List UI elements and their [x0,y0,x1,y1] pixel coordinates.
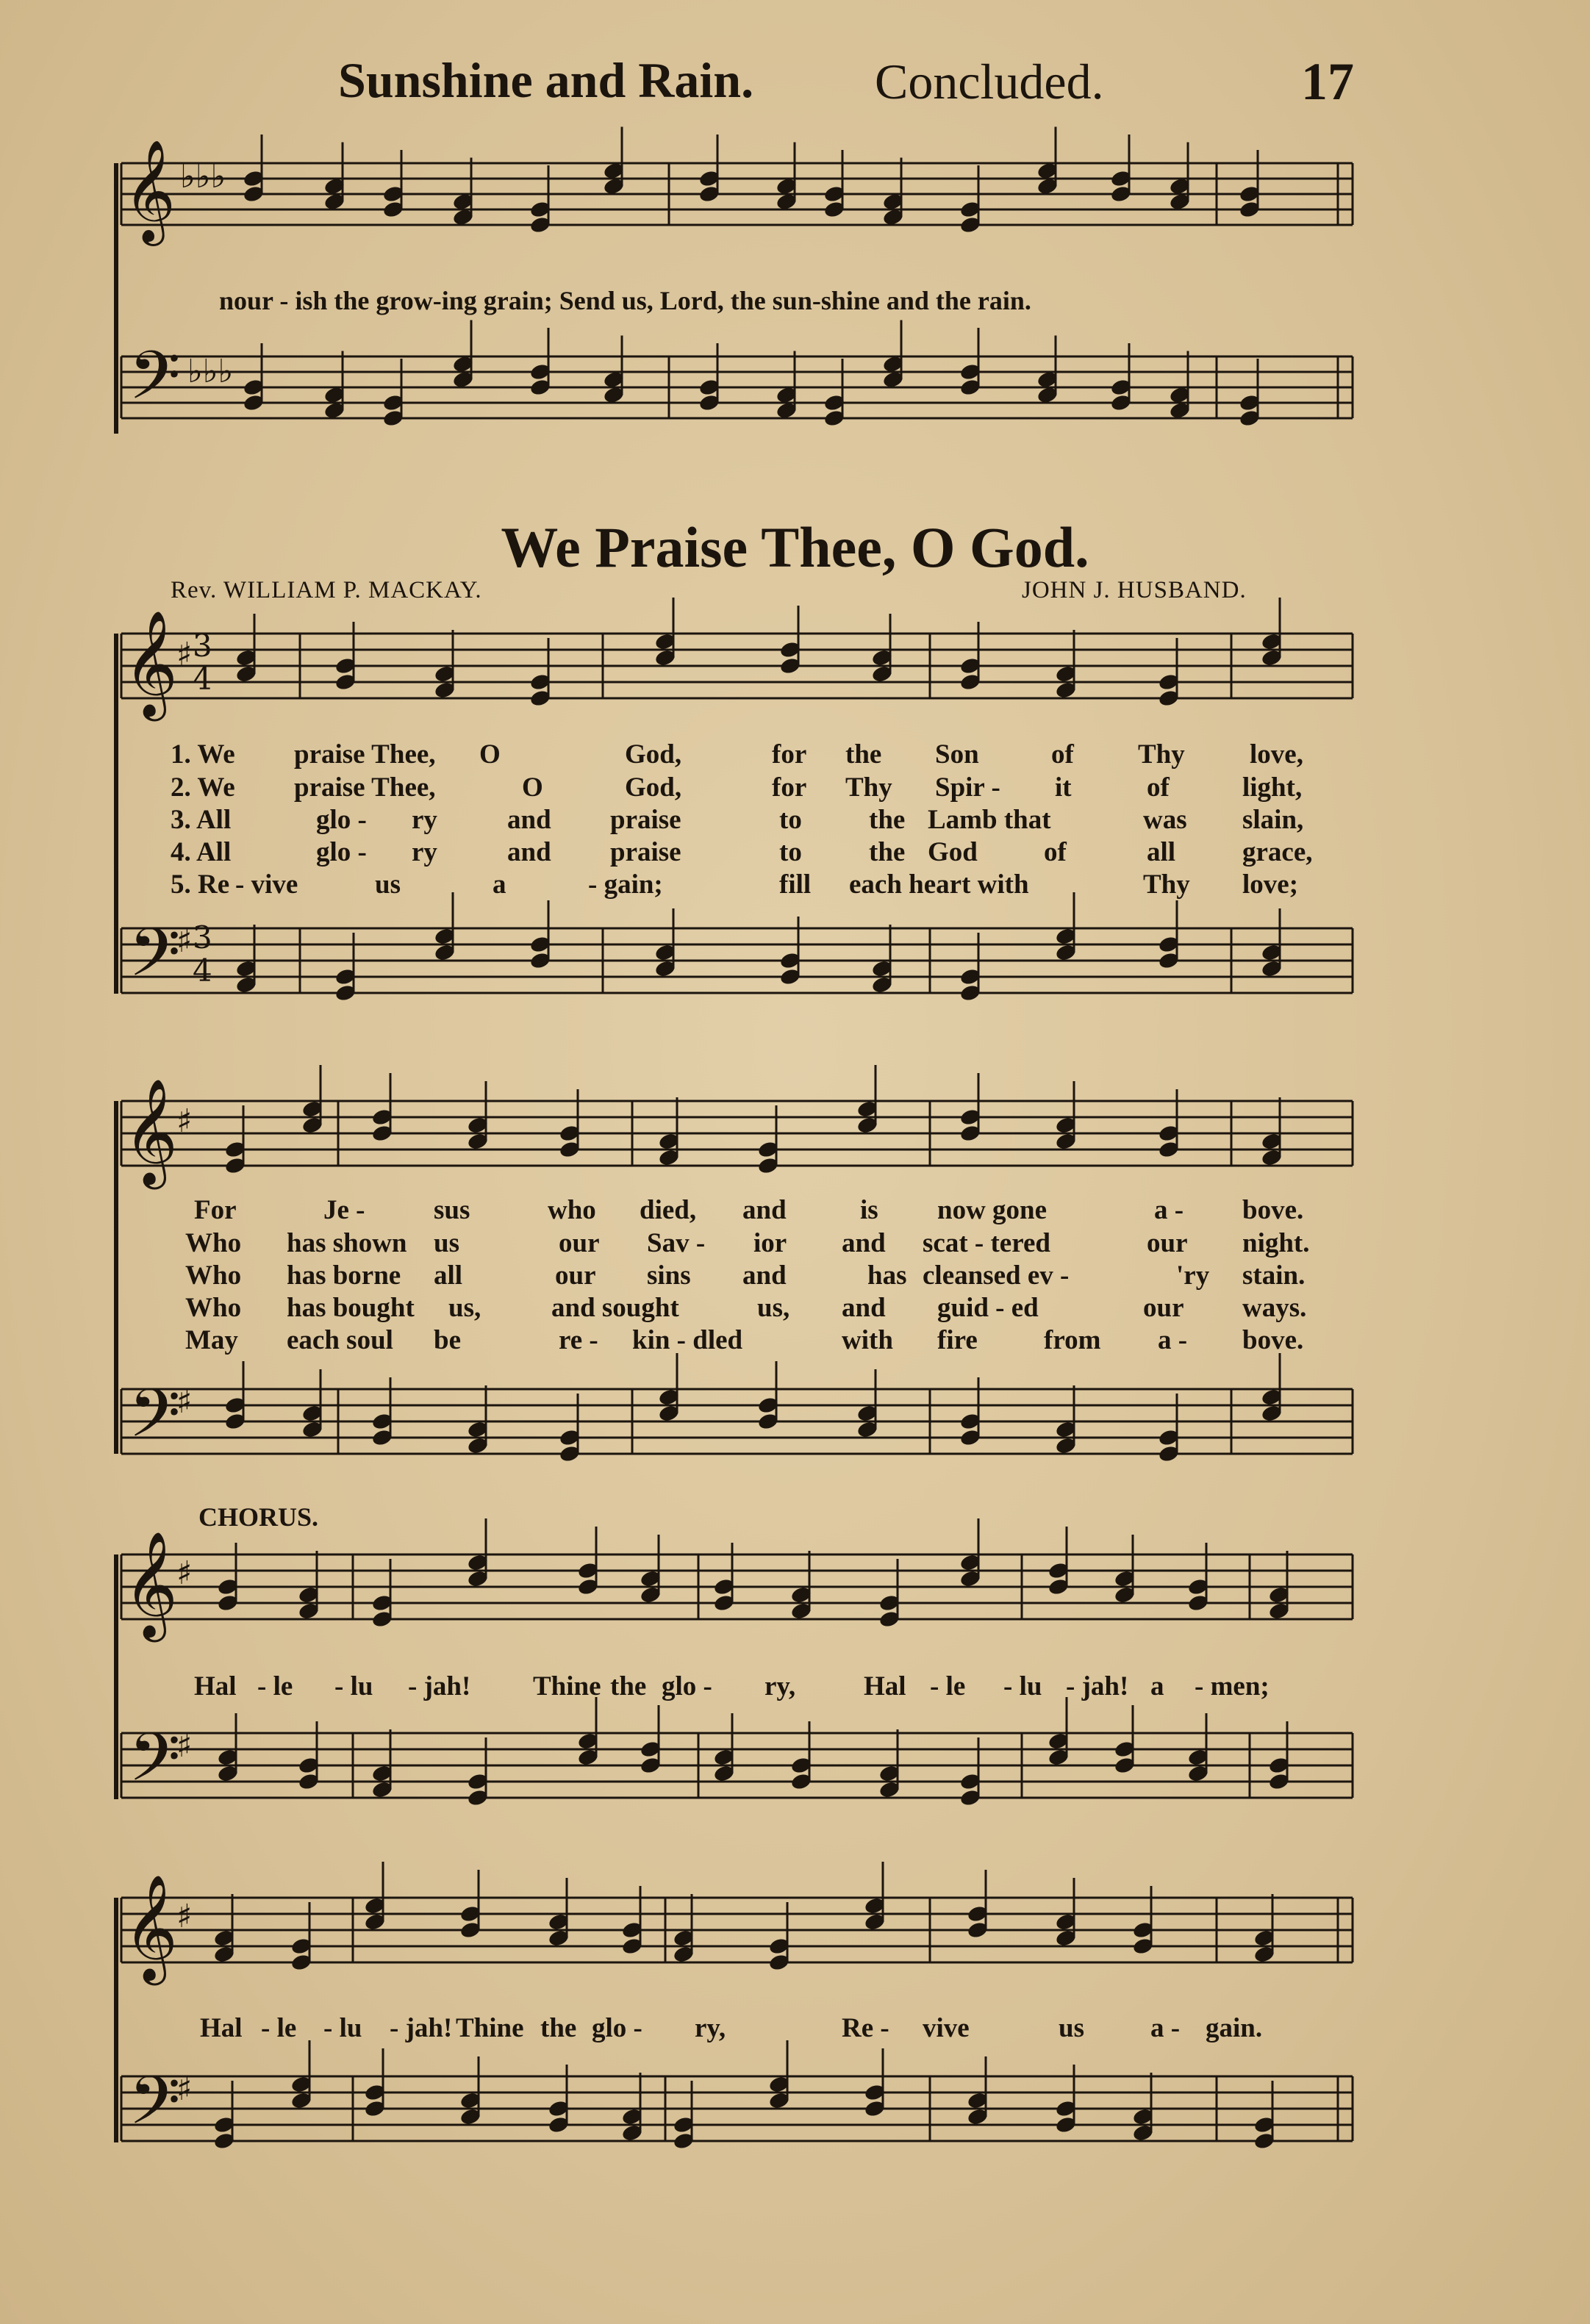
verse-5-word: fill [779,869,812,900]
chorus-line-2-word: - jah! [390,2013,453,2043]
verse-3-line2-word: our [555,1260,596,1291]
verse-2-line2-word: Who [185,1228,242,1258]
verse-5-line2-word: bove. [1242,1325,1304,1355]
verse-2-line2-word: night. [1242,1228,1310,1258]
verse-3-word: 3. All [171,805,232,835]
verse-4-line2-word: and [842,1293,886,1323]
chorus-line-2-word: the [540,2013,577,2043]
header-title: Sunshine and Rain. [338,52,754,108]
verse-1-line2-word: a - [1154,1195,1184,1225]
verse-4-word: to [779,837,802,867]
verse-3-word: praise [610,805,681,835]
verse-4-word: the [869,837,906,867]
chorus-line-1-word: Hal [864,1671,906,1701]
page-number: 17 [1301,52,1354,111]
chorus-line-1-word: Thine [533,1671,601,1701]
verse-3-word: Lamb that [928,805,1051,835]
key-signature: ♯ [176,1727,193,1765]
chorus-line-1-word: glo - [662,1671,712,1701]
verse-2-word: 2. We [171,772,235,803]
verse-2-word: light, [1242,772,1303,803]
chorus-line-2-word: vive [923,2013,970,2043]
hymn-title: We Praise Thee, O God. [501,515,1089,579]
verse-1-word: O [479,739,501,770]
verse-3-line2-word: and [742,1260,787,1291]
hymn-composer: JOHN J. HUSBAND. [1022,577,1247,603]
key-signature: ♯ [176,2070,193,2108]
verse-1-line2-word: who [548,1195,596,1225]
verse-3-word: the [869,805,906,835]
key-signature: ♯ [176,1554,193,1592]
chorus-line-1-word: ry, [764,1671,796,1701]
chorus-line-2-word: Hal [200,2013,243,2043]
verse-2-line2-word: our [1147,1228,1188,1258]
verse-2-line2-word: our [559,1228,600,1258]
chorus-line-1-word: Hal [194,1671,237,1701]
verse-5-word: each heart with [849,869,1029,900]
verse-4-word: of [1044,837,1067,867]
key-signature: ♯ [176,1102,193,1140]
chorus-line-1-word: - le [257,1671,293,1701]
verse-3-word: glo - [316,805,367,835]
chorus-line-1-word: a [1150,1671,1164,1701]
verse-1-line2-word: For [194,1195,237,1225]
previous-hymn-lyric: nour - ish the grow-ing grain; Send us, Lord, the sun-shine and the rain. [219,286,1031,315]
verse-3-line2-word: all [434,1260,463,1291]
time-signature: 3 [193,628,212,664]
verse-4-line2-word: guid - ed [937,1293,1039,1323]
bass-clef: 𝄢 [129,914,181,1008]
verse-1-word: love, [1250,739,1303,770]
hymn-author: Rev. WILLIAM P. MACKAY. [171,577,482,603]
key-signature: ♭♭♭ [180,158,226,196]
chorus-line-2-word: us [1059,2013,1084,2043]
verse-1-line2-word: sus [434,1195,470,1225]
verse-5-line2-word: from [1044,1325,1101,1355]
verse-5-line2-word: be [434,1325,461,1355]
verse-3-line2-word: Who [185,1260,242,1291]
verse-1-line2-word: bove. [1242,1195,1304,1225]
verse-3-line2-word: sins [647,1260,691,1291]
chorus-line-1-word: - men; [1195,1671,1270,1701]
chorus-line-2-word: ry, [695,2013,726,2043]
time-signature: 4 [193,953,212,989]
verse-1-line2-word: and [742,1195,787,1225]
chorus-line-2-word: Thine [456,2013,524,2043]
verse-2-line2-word: and [842,1228,886,1258]
verse-5-word: - vive [235,869,298,900]
verse-2-word: Spir - [935,772,1000,803]
verse-4-line2-word: us, [448,1293,481,1323]
verse-4-word: grace, [1242,837,1313,867]
key-signature: ♭♭♭ [187,353,234,390]
chorus-line-2-word: - le [261,2013,297,2043]
verse-3-line2-word: has [867,1260,907,1291]
verse-2-word: it [1055,772,1072,803]
verse-5-line2-word: with [842,1325,893,1355]
verse-3-word: was [1143,805,1187,835]
verse-4-word: 4. All [171,837,232,867]
verse-1-word: Thy [1138,739,1185,770]
verse-4-word: all [1147,837,1176,867]
treble-clef: 𝄞 [123,1874,178,1981]
verse-5-word: a [493,869,506,900]
verse-2-line2-word: Sav - [647,1228,706,1258]
verse-5-line2-word: re - [559,1325,598,1355]
verse-1-word: of [1051,739,1074,770]
verse-4-word: praise [610,837,681,867]
verse-1-line2-word: died, [640,1195,697,1225]
verse-4-word: ry [412,837,437,867]
key-signature: ♯ [176,1898,193,1935]
chorus-line-2-word: glo - [592,2013,642,2043]
verse-3-line2-word: has borne [287,1260,401,1291]
treble-clef: 𝄞 [123,140,176,242]
verse-1-line2-word: now gone [937,1195,1048,1225]
verse-3-line2-word: 'ry [1176,1260,1210,1291]
verse-5-word: 5. Re [171,869,230,900]
verse-4-word: and [507,837,551,867]
verse-5-line2-word: May [185,1325,238,1355]
treble-clef: 𝄞 [123,1531,178,1638]
chorus-line-1-word: - lu [1003,1671,1042,1701]
verse-2-word: for [772,772,807,803]
verse-4-word: glo - [316,837,367,867]
verse-2-line2-word: has shown [287,1228,407,1258]
verse-4-line2-word: and sought [551,1293,679,1323]
verse-3-word: slain, [1242,805,1304,835]
verse-3-word: and [507,805,551,835]
verse-5-word: us [375,869,401,900]
chorus-line-1-word: - lu [334,1671,373,1701]
verse-2-word: God, [625,772,682,803]
verse-5-word: - gain; [588,869,663,900]
verse-4-line2-word: has bought [287,1293,415,1323]
treble-clef: 𝄞 [123,610,178,717]
verse-4-line2-word: our [1143,1293,1184,1323]
verse-1-word: praise Thee, [294,739,436,770]
verse-2-line2-word: us [434,1228,459,1258]
chorus-label: CHORUS. [198,1502,319,1532]
treble-clef: 𝄞 [123,1078,178,1185]
verse-2-word: praise Thee, [294,772,436,803]
time-signature: 3 [193,919,212,955]
verse-1-word: the [845,739,882,770]
verse-5-word: Thy [1143,869,1190,900]
verse-3-line2-word: cleansed ev - [923,1260,1070,1291]
verse-2-word: Thy [845,772,892,803]
verse-5-line2-word: a - [1158,1325,1188,1355]
bass-clef: 𝄢 [129,337,181,431]
verse-3-line2-word: stain. [1242,1260,1306,1291]
verse-1-line2-word: Je - [323,1195,365,1225]
verse-4-line2-word: ways. [1242,1293,1307,1323]
chorus-line-2-word: Re - [842,2013,889,2043]
verse-5-line2-word: kin - dled [632,1325,743,1355]
bass-clef: 𝄢 [129,1374,181,1468]
key-signature: ♯ [176,636,193,673]
bass-clef: 𝄢 [129,1718,181,1812]
verse-5-line2-word: each soul [287,1325,393,1355]
verse-4-word: God [928,837,978,867]
verse-5-word: love; [1242,869,1299,900]
chorus-line-1-word: - jah! [1066,1671,1129,1701]
verse-1-word: God, [625,739,682,770]
verse-5-line2-word: fire [937,1325,978,1355]
verse-1-line2-word: is [860,1195,878,1225]
verse-1-word: for [772,739,807,770]
verse-3-word: to [779,805,802,835]
chorus-line-2-word: a - [1150,2013,1181,2043]
header-concluded: Concluded. [875,54,1104,110]
verse-1-word: 1. We [171,739,235,770]
verse-1-word: Son [935,739,979,770]
verse-2-word: O [522,772,543,803]
chorus-line-2-word: gain. [1206,2013,1263,2043]
chorus-line-1-word: - le [930,1671,966,1701]
bass-clef: 𝄢 [129,2062,181,2156]
verse-2-line2-word: ior [753,1228,787,1258]
key-signature: ♯ [176,922,193,960]
chorus-line-1-word: the [610,1671,647,1701]
verse-4-line2-word: Who [185,1293,242,1323]
verse-4-line2-word: us, [757,1293,790,1323]
verse-3-word: ry [412,805,437,835]
verse-2-word: of [1147,772,1170,803]
time-signature: 4 [193,661,212,697]
chorus-line-2-word: - lu [323,2013,362,2043]
chorus-line-1-word: - jah! [408,1671,471,1701]
key-signature: ♯ [176,1383,193,1421]
verse-2-line2-word: scat - tered [923,1228,1050,1258]
